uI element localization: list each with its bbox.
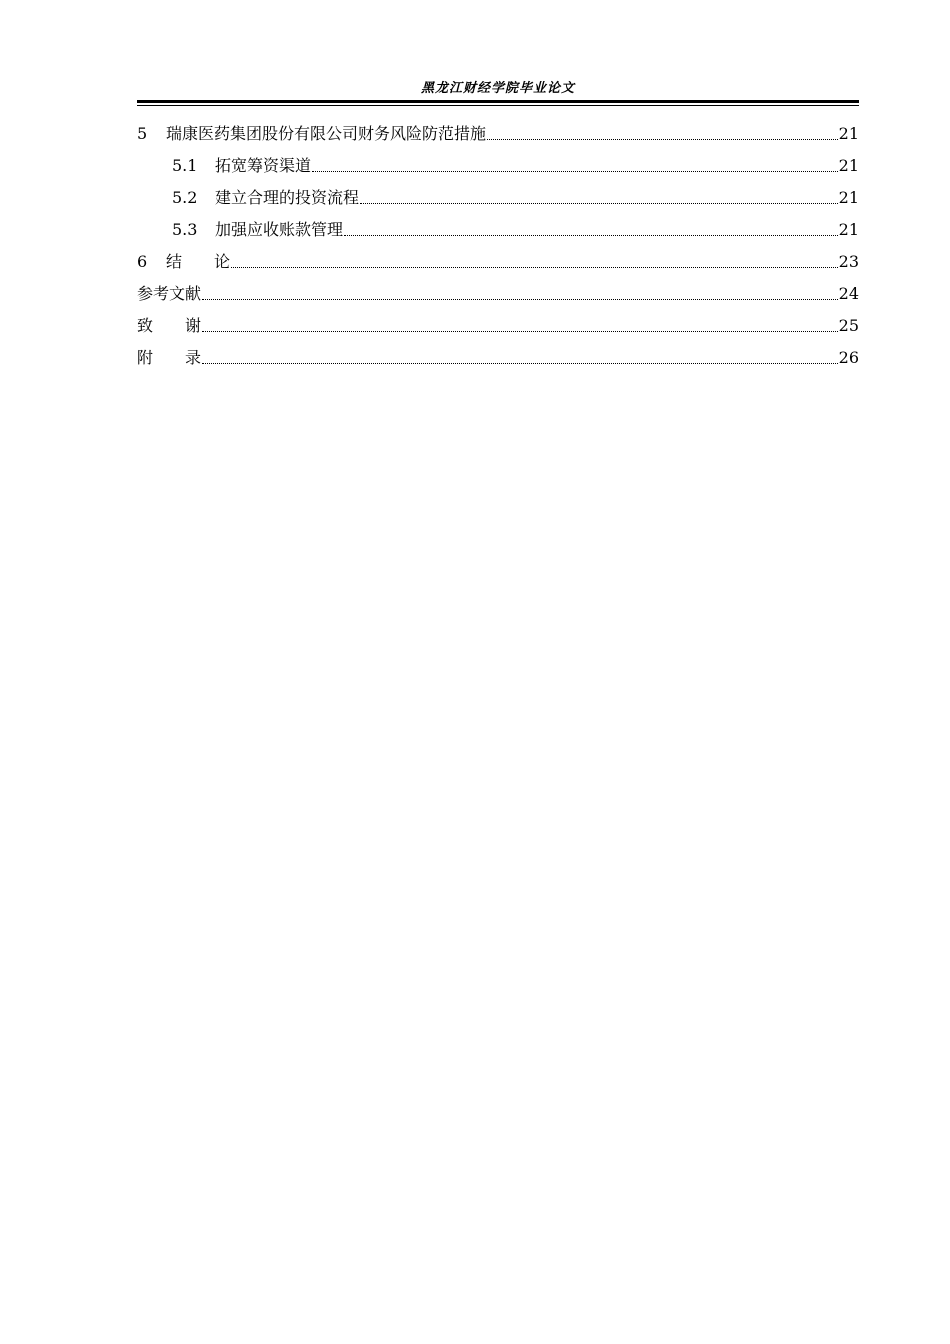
toc-entry-page: 26	[838, 348, 859, 367]
toc-entry-page: 25	[838, 316, 859, 335]
toc-entry-number: 5.2	[172, 188, 198, 207]
toc-entry-number: 5	[137, 124, 148, 143]
toc-entry-references[interactable]	[137, 278, 859, 310]
toc-entry-number: 5.1	[172, 156, 198, 175]
header-rule-thin	[137, 105, 859, 106]
toc-dot-leader	[344, 218, 838, 242]
toc-dot-leader	[312, 154, 838, 178]
toc-entry-title: 瑞康医药集团股份有限公司财务风险防范措施	[166, 124, 487, 143]
toc-dot-leader	[202, 314, 838, 338]
toc-entry-title: 致 谢	[137, 316, 202, 335]
toc-entry-page: 21	[838, 188, 859, 207]
toc-entry-title: 建立合理的投资流程	[215, 188, 360, 207]
header-rule-thick	[137, 100, 859, 103]
toc-entry-page: 21	[838, 156, 859, 175]
toc-dot-leader	[202, 346, 838, 370]
toc-entry-acknowledgements[interactable]	[137, 310, 859, 342]
toc-entry-appendix[interactable]	[137, 342, 859, 374]
page-header-title: 黑龙江财经学院毕业论文	[420, 81, 575, 96]
toc-entry-title: 加强应收账款管理	[215, 220, 344, 239]
toc-entry-title: 结 论	[166, 252, 231, 271]
toc-entry-page: 23	[838, 252, 859, 271]
toc-entry-5[interactable]	[137, 118, 859, 150]
toc-entry-title: 拓宽筹资渠道	[215, 156, 312, 175]
table-of-contents	[137, 118, 859, 374]
toc-entry-title: 附 录	[137, 348, 202, 367]
toc-entry-number: 6	[137, 252, 148, 271]
toc-entry-page: 21	[838, 220, 859, 239]
toc-entry-5-2[interactable]	[137, 182, 859, 214]
toc-dot-leader	[487, 122, 838, 146]
toc-entry-6[interactable]	[137, 246, 859, 278]
toc-dot-leader	[231, 250, 838, 274]
toc-entry-5-1[interactable]	[137, 150, 859, 182]
toc-entry-number: 5.3	[172, 220, 198, 239]
toc-entry-5-3[interactable]	[137, 214, 859, 246]
toc-dot-leader	[360, 186, 838, 210]
toc-entry-page: 21	[838, 124, 859, 143]
toc-dot-leader	[202, 282, 838, 306]
toc-entry-page: 24	[838, 284, 859, 303]
toc-entry-title: 参考文献	[137, 284, 202, 303]
